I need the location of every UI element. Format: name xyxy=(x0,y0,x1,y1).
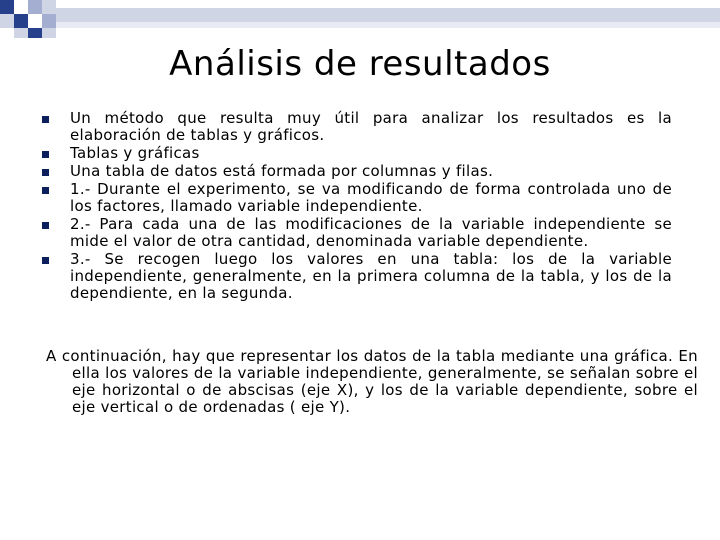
square-bullet-icon xyxy=(42,187,49,194)
deco-square xyxy=(28,0,42,14)
deco-band xyxy=(56,22,720,28)
bullet-item xyxy=(40,251,672,302)
bullet-text: 1.- Durante el experimento, se va modificando de forma controlada uno de los factores, llamado variable independiente. xyxy=(70,180,672,215)
bullet-text: Tablas y gráficas xyxy=(70,144,200,162)
deco-square xyxy=(42,0,56,14)
decorative-header-squares xyxy=(0,0,720,40)
bullet-item xyxy=(40,145,672,162)
deco-square xyxy=(0,28,14,38)
deco-square xyxy=(28,14,42,28)
slide-title: Análisis de resultados xyxy=(169,44,551,84)
square-bullet-icon xyxy=(42,151,49,158)
deco-square xyxy=(42,28,56,38)
deco-square xyxy=(14,14,28,28)
deco-square xyxy=(28,28,42,38)
deco-band xyxy=(56,8,720,22)
bullet-text: 2.- Para cada una de las modificaciones de la variable independiente se mide el valor de otra cantidad, denominada variable dependiente. xyxy=(70,215,672,250)
bullet-text: 3.- Se recogen luego los valores en una tabla: los de la variable independiente, generalmente, en la primera columna de la tabla, y los de la dependiente, en la segunda. xyxy=(70,250,672,302)
bullet-item xyxy=(40,216,672,250)
bullet-item xyxy=(40,110,672,144)
square-bullet-icon xyxy=(42,116,49,123)
deco-square xyxy=(0,14,14,28)
bullet-item xyxy=(40,163,672,180)
bullet-text: Un método que resulta muy útil para analizar los resultados es la elaboración de tablas y gráficos. xyxy=(70,109,672,144)
square-bullet-icon xyxy=(42,169,49,176)
bullet-text: Una tabla de datos está formada por columnas y filas. xyxy=(70,162,494,180)
bullet-list xyxy=(40,110,672,303)
deco-square xyxy=(14,0,28,14)
deco-square xyxy=(42,14,56,28)
square-bullet-icon xyxy=(42,257,49,264)
bullet-item xyxy=(40,181,672,215)
deco-square xyxy=(0,0,14,14)
deco-square xyxy=(14,28,28,38)
conclusion-paragraph: A continuación, hay que representar los datos de la tabla mediante una gráfica. En ella los valores de la variable independiente, generalmente, se señalan sobre el eje horizontal o de abscisas (eje X), y los de la variable dependiente, sobre el eje vertical o de ordenadas ( eje Y). xyxy=(46,347,698,416)
square-bullet-icon xyxy=(42,222,49,229)
